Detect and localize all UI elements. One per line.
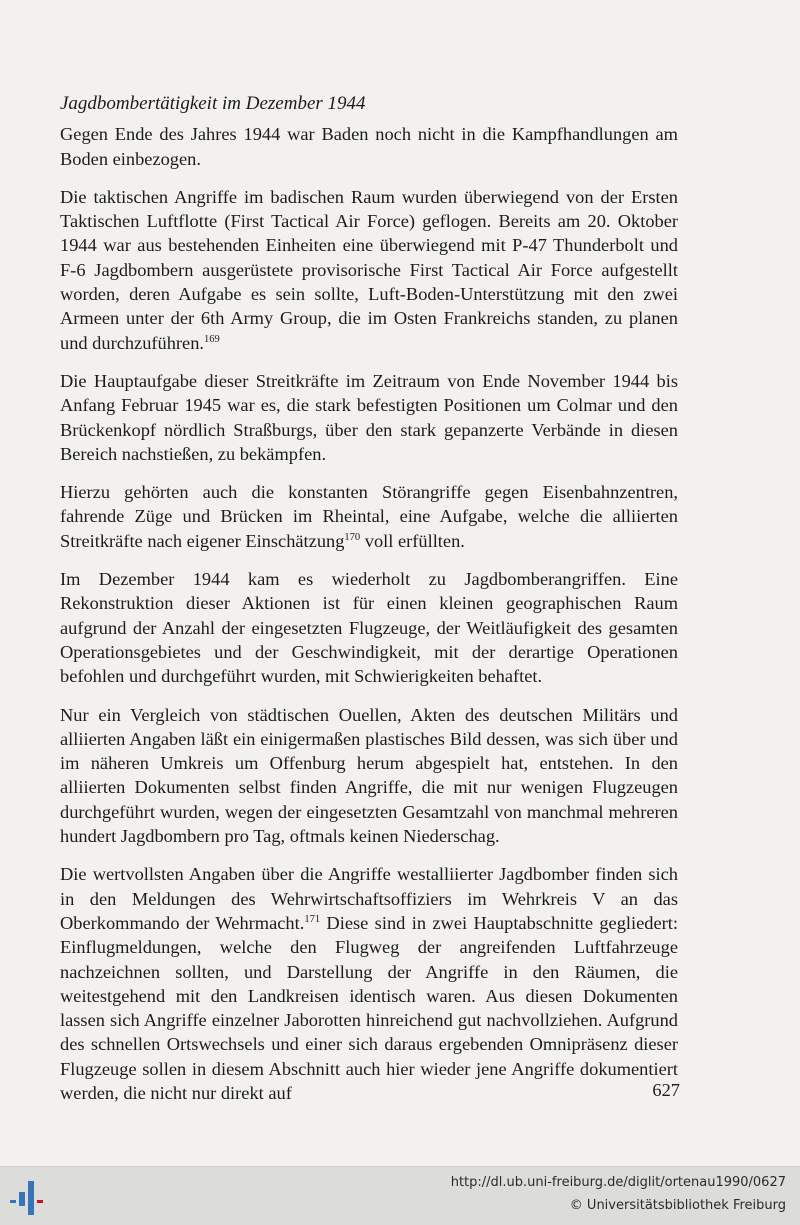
page-text bbox=[60, 92, 678, 1119]
paragraph-1: Gegen Ende des Jahres 1944 war Baden noch nicht in die Kampfhandlungen am Boden einbezogen. bbox=[60, 124, 678, 169]
page-number: 627 bbox=[652, 1080, 680, 1100]
copyright-notice: © Universitätsbibliothek Freiburg bbox=[569, 1198, 786, 1213]
paragraph-4: Hierzu gehörten auch die konstanten Störangriffe gegen Eisenbahnzentren, fahrende Züge und Brücken im Rheintal, eine Aufgabe, welche die alliierten Streitkräfte nach eigener Einschätzung$^{170}$ voll erfüllten. bbox=[60, 482, 678, 551]
footnote-ref-171: 171 bbox=[304, 913, 321, 925]
source-url[interactable]: http://dl.ub.uni-freiburg.de/diglit/ortenau1990/0627 bbox=[450, 1175, 786, 1190]
ub-freiburg-logo-icon bbox=[10, 1178, 46, 1218]
paragraph-3: Die Hauptaufgabe dieser Streitkräfte im Zeitraum von Ende November 1944 bis Anfang Februar 1945 war es, die stark befestigten Positionen um Colmar und den Brückenkopf nördlich Straßburgs, über den stark gepanzerte Verbände in diesen Bereich nachstießen, zu bekämpfen. bbox=[60, 370, 678, 464]
footnote-ref-169: 169 bbox=[204, 333, 220, 345]
footnote-ref-170: 170 bbox=[344, 531, 361, 543]
paragraph-6: Nur ein Vergleich von städtischen Ouellen, Akten des deutschen Militärs und alliierten Angaben läßt ein einigermaßen plastisches Bild dessen, was sich über und im näheren Umkreis um Offenburg herum abgespielt hat, entstehen. In den alliierten Dokumenten selbst finden Angriffe, die mit nur wenigen Flugzeugen durchgeführt wurden, wegen der eingesetzten Gesamtzahl von manchmal mehreren hundert Jagdbombern pro Tag, oftmals keinen Niederschag. bbox=[60, 704, 678, 847]
paragraph-5: Im Dezember 1944 kam es wiederholt zu Jagdbomberangriffen. Eine Rekonstruktion dieser Aktionen ist für einen kleinen geographischen Raum aufgrund der Anzahl der eingesetzten Flugzeuge, der Weitläufigkeit des gesamten Operationsgebietes und der Geschwindigkeit, mit der derartige Operationen befohlen und durchgeführt wurden, mit Schwierigkeiten behaftet. bbox=[60, 569, 678, 687]
paragraph-2: Die taktischen Angriffe im badischen Raum wurden überwiegend von der Ersten Taktischen Luftflotte (First Tactical Air Force) geflogen. Bereits am 20. Oktober 1944 war aus bestehenden Einheiten eine überwiegend mit P-47 Thunderbolt und F-6 Jagdbombern ausgerüstete provisorische First Tactical Air Force aufgestellt worden, deren Aufgabe es sein sollte, Luft-Boden-Unterstützung mit den zwei Armeen unter der 6th Army Group, die im Osten Frankreichs standen, zu planen und durchzuführen.$^{169}$ bbox=[60, 186, 678, 353]
paragraph-7: Die wertvollsten Angaben über die Angriffe westalliierter Jagdbomber finden sich in den Meldungen des Wehrwirtschaftsoffiziers im Wehrkreis V an das Oberkommando der Wehrmacht.$^{171}$ Diese sind in zwei Hauptabschnitte gegliedert: Einflugmeldungen, welche den Flugweg der angreifenden Luftfahrzeuge nachzeichnen sollten, und Darstellung der Angriffe in den Räumen, die weitestgehend mit den Landkreisen identisch waren. Aus diesen Dokumenten lassen sich Angriffe einzelner Jaborotten hinreichend gut nachvollziehen. Aufgrund des schnellen Ortswechsels und einer sich daraus ergebenden Omnipräsenz dieser Flugzeuge sollen in diesem Abschnitt auch hier wieder jene Angriffe dokumentiert werden, die nicht nur direkt auf bbox=[60, 864, 678, 1103]
footer-bar bbox=[0, 1166, 800, 1225]
section-heading: Jagdbombertätigkeit im Dezember 1944 bbox=[60, 93, 366, 114]
